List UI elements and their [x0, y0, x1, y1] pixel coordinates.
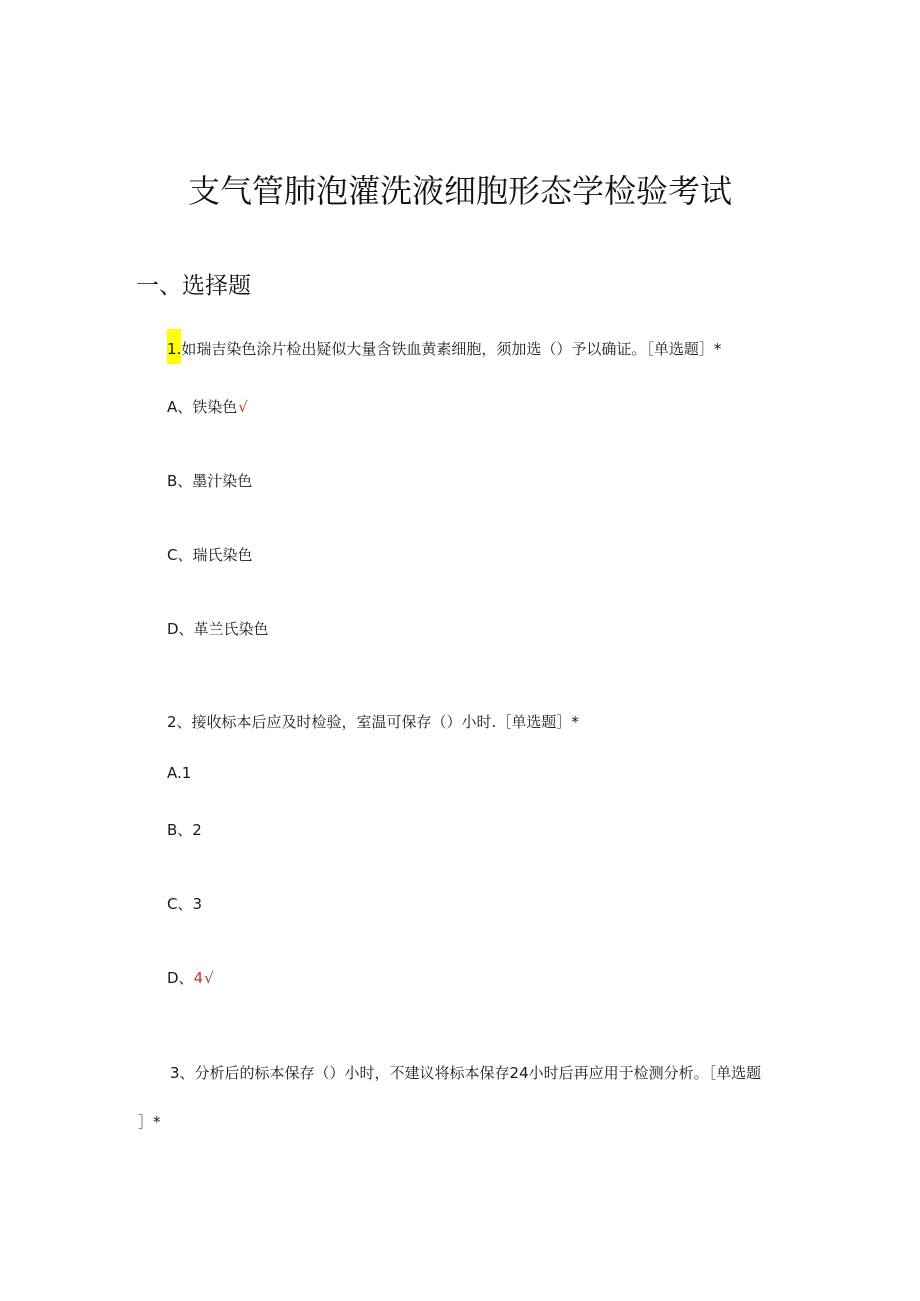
- question-2: [167, 711, 579, 732]
- question-1-option-b: [167, 470, 252, 491]
- option-value: 4: [193, 969, 204, 987]
- question-1-option-d: [167, 618, 269, 639]
- document-title: 支气管肺泡灌洗液细胞形态学检验考试: [187, 172, 732, 210]
- question-number: 3、: [170, 1064, 195, 1082]
- question-3: [170, 1062, 761, 1083]
- question-number-highlighted: 1.: [167, 329, 181, 364]
- section-heading: 一、选择题: [136, 273, 251, 299]
- option-label: B、2: [167, 821, 202, 839]
- question-text: 接收标本后应及时检验，室温可保存（）小时.［单选题］*: [191, 713, 579, 731]
- question-2-option-c: [167, 893, 202, 914]
- question-1-option-c: [167, 544, 252, 565]
- question-text: ］*: [138, 1113, 161, 1131]
- option-label: C、瑞氏染色: [167, 546, 253, 564]
- question-2-option-d: [167, 967, 214, 988]
- question-1-option-a: [167, 396, 248, 417]
- question-text: 如瑞吉染色涂片检出疑似大量含铁血黄素细胞，须加选（）予以确证。［单选题］*: [181, 340, 722, 358]
- question-2-option-b: [167, 819, 202, 840]
- option-label: D、: [167, 969, 194, 987]
- question-3-continuation: [138, 1111, 161, 1132]
- option-label: A、铁染色: [167, 398, 238, 416]
- question-number: 2、: [167, 713, 192, 731]
- question-2-option-a: [167, 764, 191, 782]
- option-label: A.1: [167, 764, 192, 782]
- check-mark-icon: √: [238, 398, 248, 416]
- option-label: D、革兰氏染色: [167, 620, 269, 638]
- question-1: [167, 338, 721, 364]
- check-mark-icon: √: [204, 969, 214, 987]
- option-label: B、墨汁染色: [167, 472, 253, 490]
- question-text: 分析后的标本保存（）小时，不建议将标本保存24小时后再应用于检测分析。［单选题: [194, 1064, 762, 1082]
- option-label: C、3: [167, 895, 203, 913]
